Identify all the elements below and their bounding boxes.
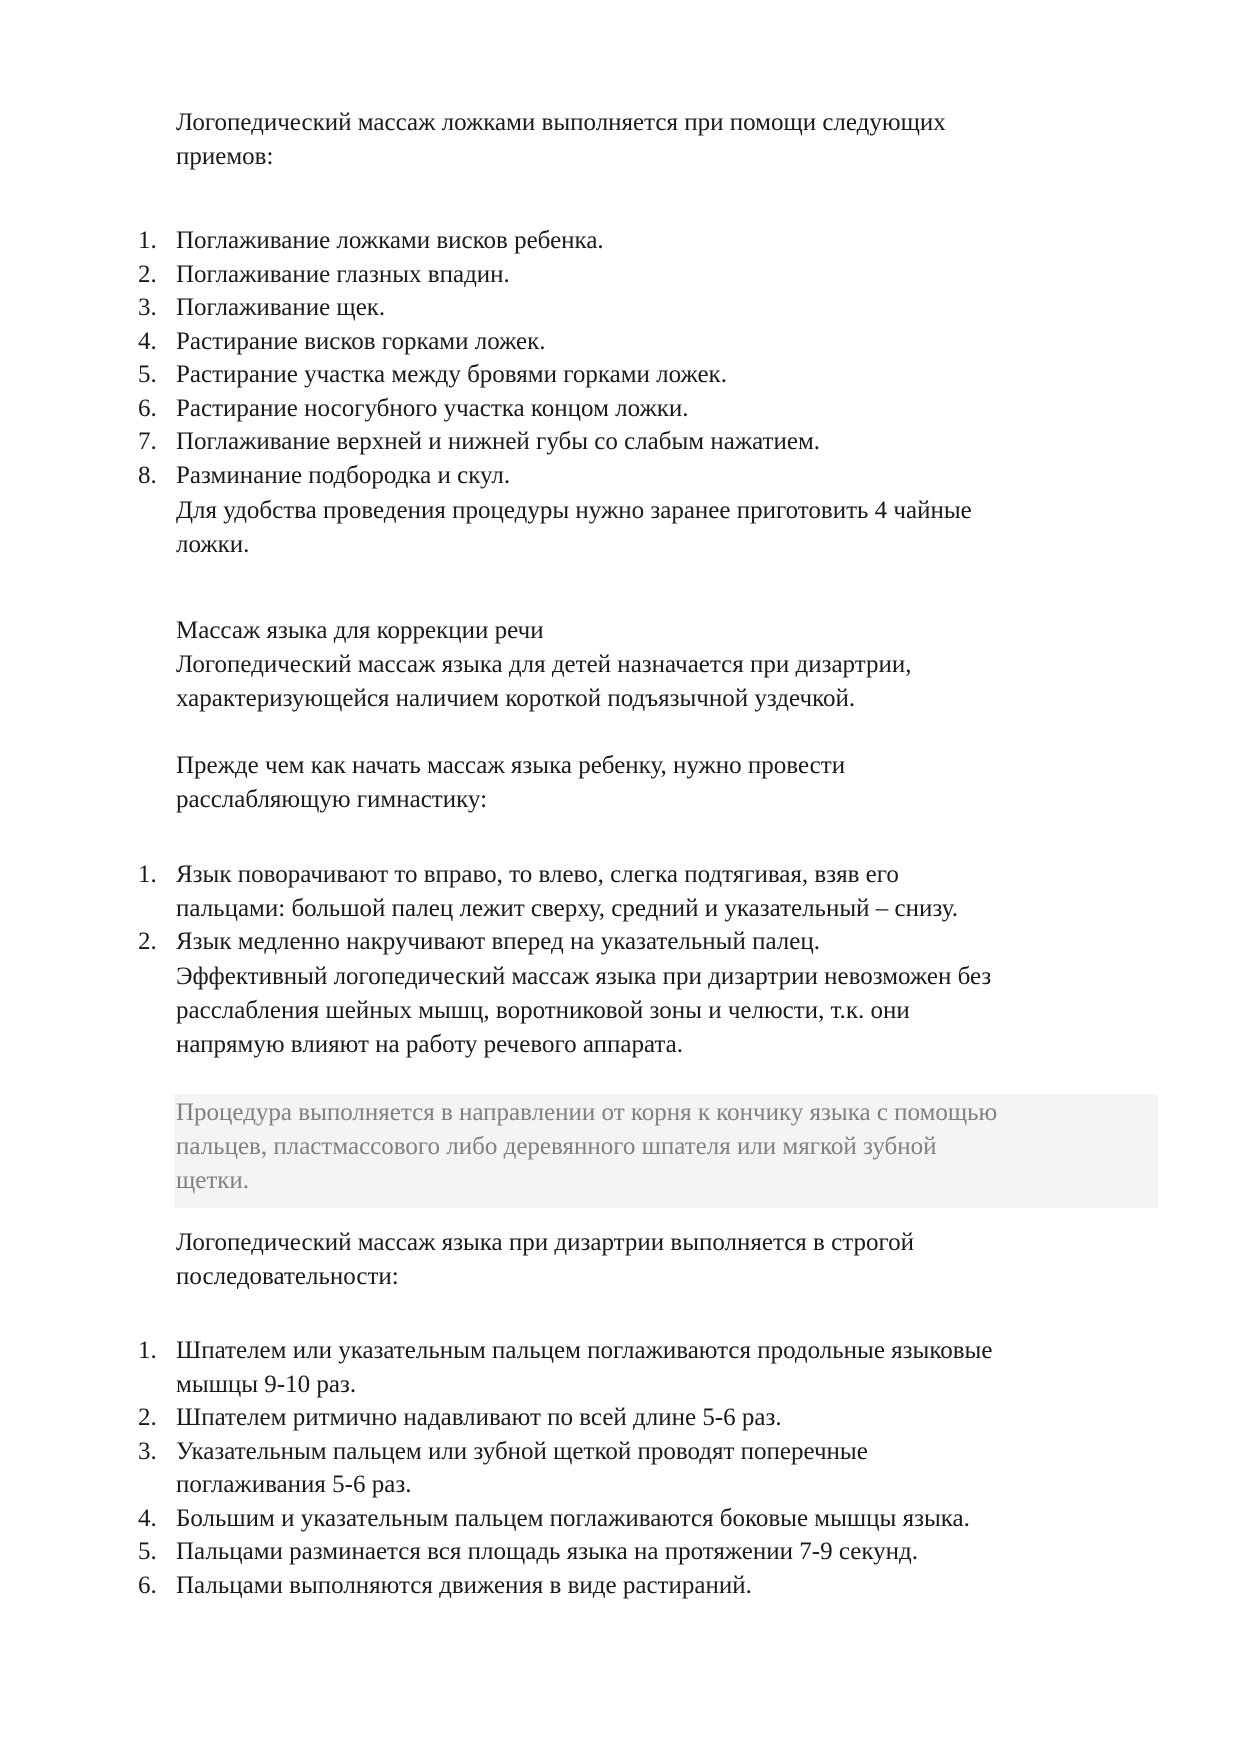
list-text-line: пальцами: большой палец лежит сверху, средний и указательный – снизу. [176, 894, 958, 922]
list-text [176, 1334, 992, 1401]
sequence-steps-list [138, 1334, 992, 1602]
list-text [176, 858, 958, 925]
list-number: 2. [138, 260, 157, 288]
list-number: 1. [138, 227, 157, 254]
list-number: 7. [138, 428, 157, 455]
spoon-steps-list [138, 224, 820, 492]
gymnastics-steps-list [138, 858, 958, 959]
list-text [176, 925, 958, 959]
list-text [176, 1435, 992, 1502]
spoon-note-paragraph [176, 494, 1166, 562]
list-text [176, 1535, 992, 1569]
list-text: Поглаживание верхней и нижней губы со слабым нажатием. [176, 428, 821, 455]
procedure-line-1: Процедура выполняется в направлении от корня к кончику языка с помощью [176, 1099, 998, 1126]
gymnastics-intro-line-2: расслабляющую гимнастику: [176, 786, 488, 813]
list-text-line: мышцы 9-10 раз. [176, 1370, 357, 1398]
list-item [138, 1334, 992, 1401]
sequence-intro-line-1: Логопедический массаж языка при дизартрии выполняется в строгой [176, 1229, 914, 1256]
list-number: 1. [138, 861, 157, 888]
list-number: 8. [138, 461, 157, 489]
list-number: 5. [138, 361, 157, 388]
effective-line-3: напрямую влияют на работу речевого аппарата. [176, 1031, 683, 1058]
list-text: Поглаживание глазных впадин. [176, 260, 510, 288]
list-item [138, 459, 820, 493]
list-item [138, 858, 958, 925]
spoon-note-line-1: Для удобства проведения процедуры нужно заранее приготовить 4 чайные [176, 497, 972, 524]
list-number: 6. [138, 394, 157, 422]
list-text-line: Шпателем ритмично надавливают по всей длине 5-6 раз. [176, 1404, 782, 1431]
list-number: 4. [138, 1504, 157, 1532]
list-item [138, 925, 958, 959]
list-number: 1. [138, 1337, 157, 1364]
intro-line-1: Логопедический массаж ложками выполняется при помощи следующих [176, 109, 946, 136]
list-text-line: поглаживания 5-6 раз. [176, 1471, 412, 1498]
procedure-line-3: щетки. [176, 1167, 250, 1194]
list-item [138, 1502, 992, 1536]
list-number: 3. [138, 294, 157, 321]
list-item [138, 291, 820, 325]
procedure-note-paragraph [176, 1096, 1166, 1198]
list-text: Поглаживание ложками висков ребенка. [176, 227, 604, 254]
sequence-intro-paragraph [176, 1226, 1166, 1294]
list-item [138, 358, 820, 392]
list-item [138, 1535, 992, 1569]
tongue-line-2: характеризующейся наличием короткой подъязычной уздечкой. [176, 685, 856, 712]
effective-note-paragraph [176, 960, 1166, 1062]
effective-line-2: расслабления шейных мышц, воротниковой зоны и челюсти, т.к. они [176, 997, 910, 1024]
list-item [138, 425, 820, 459]
procedure-line-2: пальцев, пластмассового либо деревянного шпателя или мягкой зубной [176, 1133, 937, 1160]
list-number: 2. [138, 928, 157, 955]
list-item [138, 1569, 992, 1603]
tongue-section [176, 614, 1166, 716]
list-text-line: Большим и указательным пальцем поглаживаются боковые мышцы языка. [176, 1504, 970, 1532]
list-item [138, 1435, 992, 1502]
list-text-line: Язык поворачивают то вправо, то влево, слегка подтягивая, взяв его [176, 861, 899, 888]
list-number: 2. [138, 1404, 157, 1431]
list-item [138, 224, 820, 258]
list-number: 5. [138, 1538, 157, 1565]
list-text [176, 1401, 992, 1435]
list-item [138, 392, 820, 426]
section-title: Массаж языка для коррекции речи [176, 617, 544, 644]
list-text [176, 1502, 992, 1536]
list-text: Поглаживание щек. [176, 294, 386, 321]
intro-paragraph [176, 106, 1166, 174]
list-text-line: Шпателем или указательным пальцем поглаживаются продольные языковые [176, 1337, 993, 1364]
list-text: Растирание носогубного участка концом ложки. [176, 394, 689, 422]
intro-line-2: приемов: [176, 143, 274, 170]
effective-line-1: Эффективный логопедический массаж языка при дизартрии невозможен без [176, 963, 992, 990]
list-text: Разминание подбородка и скул. [176, 461, 511, 489]
list-text-line: Язык медленно накручивают вперед на указательный палец. [176, 928, 820, 955]
list-text-line: Пальцами выполняются движения в виде растираний. [176, 1571, 752, 1599]
list-text-line: Указательным пальцем или зубной щеткой проводят поперечные [176, 1437, 868, 1465]
list-text [176, 1569, 992, 1603]
gymnastics-intro-paragraph [176, 749, 1166, 817]
sequence-intro-line-2: последовательности: [176, 1263, 399, 1290]
list-number: 4. [138, 327, 157, 355]
gymnastics-intro-line-1: Прежде чем как начать массаж языка ребенку, нужно провести [176, 752, 846, 779]
list-number: 6. [138, 1571, 157, 1599]
list-item [138, 258, 820, 292]
list-text: Растирание участка между бровями горками ложек. [176, 361, 727, 388]
list-text-line: Пальцами разминается вся площадь языка на протяжении 7-9 секунд. [176, 1538, 919, 1565]
tongue-line-1: Логопедический массаж языка для детей назначается при дизартрии, [176, 651, 912, 678]
spoon-note-line-2: ложки. [176, 531, 250, 558]
list-text: Растирание висков горками ложек. [176, 327, 546, 355]
list-item [138, 1401, 992, 1435]
list-number: 3. [138, 1437, 157, 1465]
list-item [138, 325, 820, 359]
